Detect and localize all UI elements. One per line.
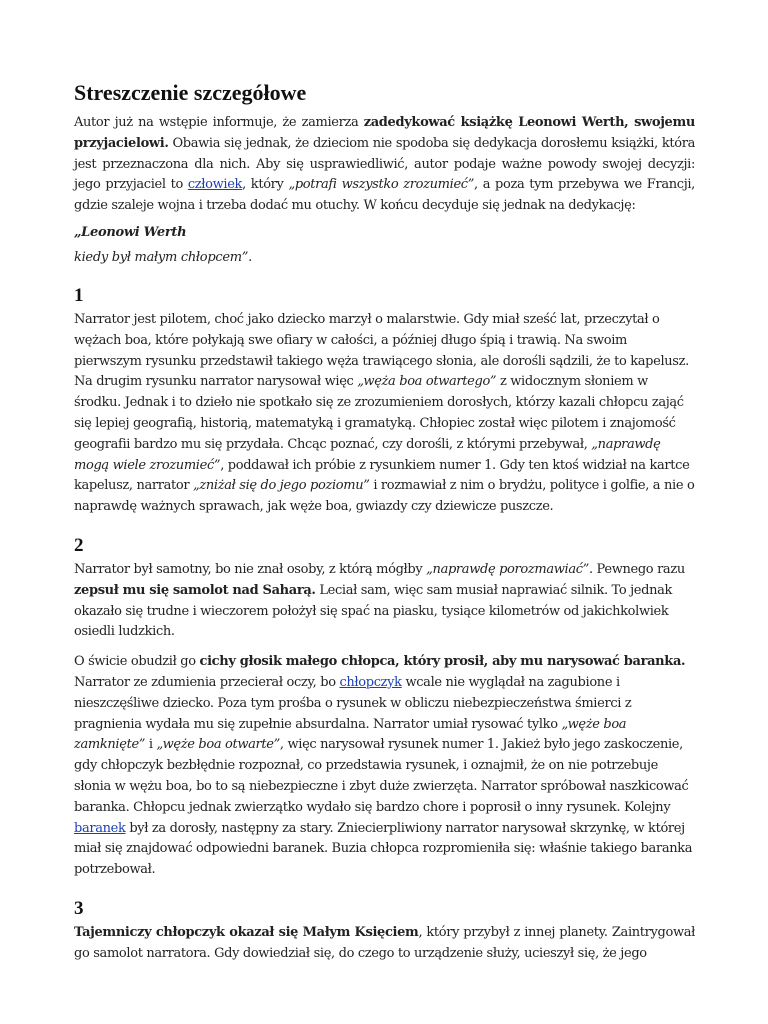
quote-text: „naprawdę mogą wiele zrozumieć” <box>74 436 661 473</box>
text-run: Leciał sam, więc sam musiał naprawiać silnik. To jednak okazało się trudne i wieczorem położył się spać na piasku, tysiące kilometrów od jakichkolwiek osiedli ludzkich. <box>74 582 673 640</box>
text-run: , poddawał ich próbie z rysunkiem numer 1. Gdy ten ktoś widział na kartce kapelusz, narrator <box>74 457 690 494</box>
dedication-line-1: „Leonowi Werth <box>74 224 187 240</box>
text-run: wcale nie wyglądał na zagubione i nieszczęśliwe dziecko. Poza tym prośba o rysunek w obliczu niebezpieczeństwa śmierci z pragnienia wydała mu się zupełnie absurdalna. Narrator umiał rysować tylko <box>74 674 632 732</box>
text-run: . Pewnego razu <box>588 561 685 577</box>
section-3-paragraph <box>74 923 695 965</box>
document-content <box>74 78 695 965</box>
page-title: Streszczenie szczegółowe <box>74 80 307 105</box>
bold-text: cichy głosik małego chłopca, który prosił, aby mu narysować baranka. <box>199 654 686 670</box>
link-chlopczyk[interactable]: chłopczyk <box>339 674 402 690</box>
section-heading-3: 3 <box>74 897 84 919</box>
text-run: Narrator był samotny, bo nie znał osoby, z którą mógłby <box>74 561 427 577</box>
text-run: i <box>145 737 157 753</box>
intro-paragraph <box>74 113 695 217</box>
text-run: , który <box>242 177 289 193</box>
text-run: Narrator ze zdumienia przecierał oczy, bo <box>74 674 340 690</box>
section-heading-1: 1 <box>74 284 84 306</box>
bold-text: Tajemniczy chłopczyk okazał się Małym Księciem <box>74 924 419 940</box>
quote-text: „potrafi wszystko zrozumieć” <box>288 177 475 193</box>
dedication-line-2: kiedy był małym chłopcem”. <box>74 249 252 265</box>
bold-text: zepsuł mu się samolot nad Saharą. <box>74 582 316 598</box>
link-czlowiek[interactable]: człowiek <box>187 177 243 193</box>
text-run: Autor już na wstępie informuje, że zamierza <box>74 115 364 130</box>
text-run: i rozmawiał z nim o brydżu, polityce i golfie, a nie o naprawdę ważnych sprawach, jak węże boa, gwiazdy czy dziewicze puszcze. <box>74 478 695 515</box>
text-run: , który przybył z innej planety. Zaintrygował go samolot narratora. Gdy dowiedział się, do czego to urządzenie służy, ucieszył się, że jego <box>74 924 696 961</box>
quote-text: „naprawdę porozmawiać” <box>426 561 589 577</box>
link-baranek[interactable]: baranek <box>74 820 126 836</box>
bold-text: zadedykować książkę Leonowi Werth, swojemu przyjacielowi. <box>74 115 695 151</box>
text-run: O świcie obudził go <box>74 654 200 670</box>
dedication <box>74 223 695 268</box>
quote-text: „węża boa otwartego” <box>357 374 497 390</box>
section-2-paragraph-2 <box>74 652 695 881</box>
text-run: był za dorosły, następny za stary. Zniecierpliwiony narrator narysował skrzynkę, w której miał się znajdować odpowiedni baranek. Buzia chłopca rozpromieniła się: właśnie takiego baranka potrzebował. <box>74 820 693 878</box>
section-heading-2: 2 <box>74 534 84 556</box>
section-1-paragraph <box>74 310 695 518</box>
text-run: Narrator jest pilotem, choć jako dziecko marzył o malarstwie. Gdy miał sześć lat, przeczytał o wężach boa, które połykają swe ofiary w całości, a później długo śpią i trawią. Na swoim pierwszym rysunku przedstawił takiego węża trawiącego słonia, ale dorośli sądzili, że to kapelusz. Na drugim rysunku narrator narysował więc <box>74 311 689 390</box>
text-run: z widocznym słoniem w środku. Jednak i to dzieło nie spotkało się ze zrozumieniem dorosłych, którzy kazali chłopcu zająć się lepiej geografią, historią, matematyką i gramatyką. Chłopiec został więc pilotem i znajomość geografii bardzo mu się przydała. Chcąc poznać, czy dorośli, z którymi przebywał, <box>74 374 684 452</box>
text-run: , więc narysował rysunek numer 1. Jakież było jego zaskoczenie, gdy chłopczyk bezbłędnie rozpoznał, co przedstawia rysunek, i oznajmił, że on nie potrzebuje słonia w wężu boa, bo to są niebezpieczne i zbyt duże zwierzęta. Narrator spróbował naszkicować baranka. Chłopcu jednak zwierzątko wydało się bardzo chore i poprosił o inny rysunek. Kolejny <box>74 737 689 815</box>
text-run: Obawia się jednak, że dzieciom nie spodoba się dedykacja dorosłemu książki, która jest przeznaczona dla nich. Aby się usprawiedliwić, autor podaje ważne powody swojej decyzji: jego przyjaciel to <box>74 135 695 193</box>
quote-text: „zniżał się do jego poziomu” <box>193 478 370 494</box>
section-2-paragraph-1 <box>74 560 695 643</box>
quote-text: „węże boa zamknięte” <box>74 716 627 753</box>
text-run: , a poza tym przebywa we Francji, gdzie szaleje wojna i trzeba dodać mu otuchy. W końcu decyduje się jednak na dedykację: <box>74 177 695 214</box>
quote-text: „węże boa otwarte” <box>156 737 280 753</box>
